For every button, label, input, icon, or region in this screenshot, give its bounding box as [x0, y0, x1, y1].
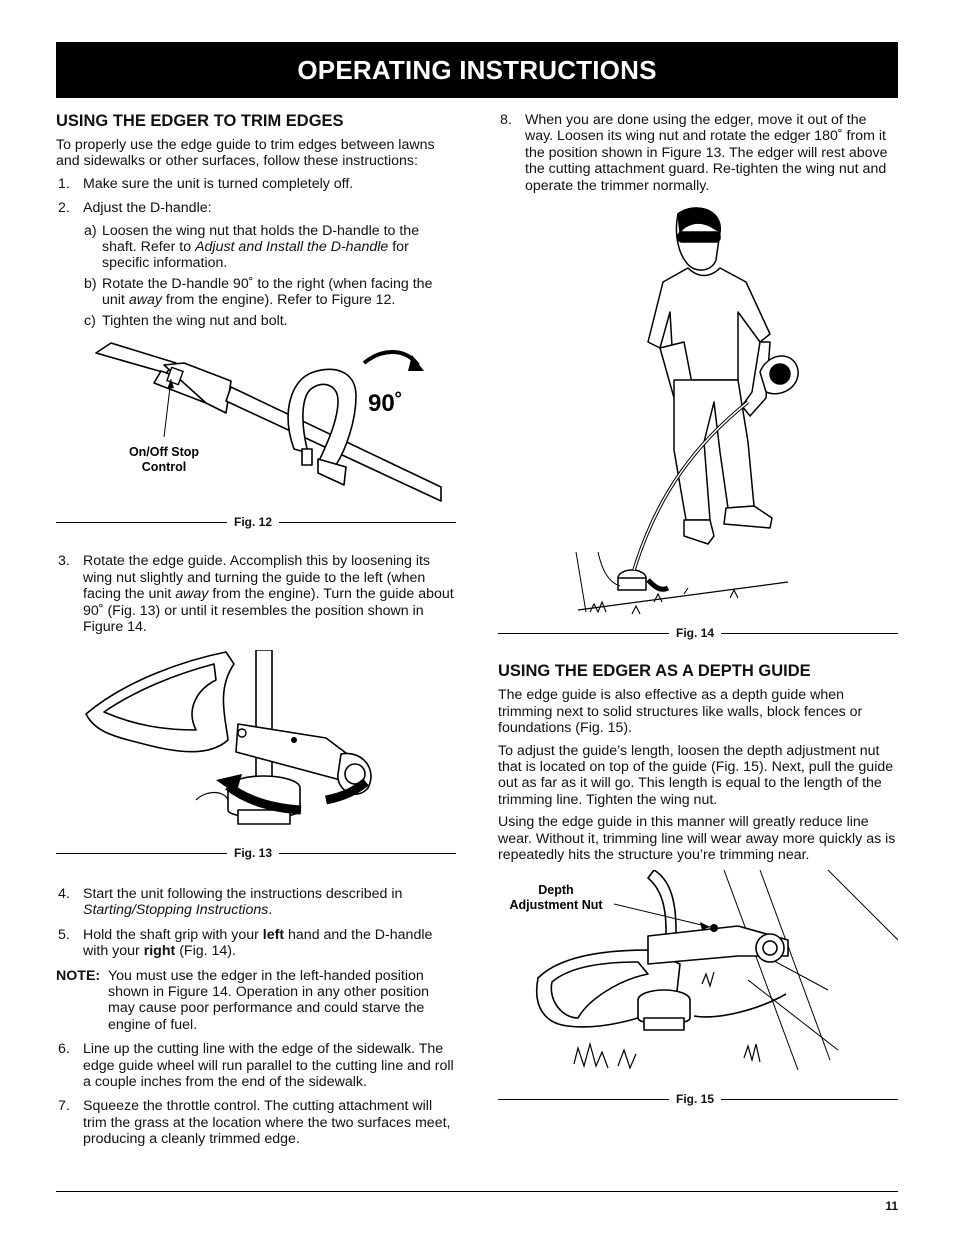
- section-heading-trim-edges: USING THE EDGER TO TRIM EDGES: [56, 112, 344, 130]
- callout-label-line2: Adjustment Nut: [509, 897, 603, 912]
- step-1: 1. Make sure the unit is turned completely off.: [58, 175, 354, 192]
- figure-14: [498, 202, 898, 640]
- page-title: OPERATING INSTRUCTIONS: [56, 42, 898, 98]
- step-5: 5. Hold the shaft grip with your left hand and the D-handle with your right (Fig. 14).: [58, 926, 433, 960]
- figure-caption: Fig. 12: [227, 515, 279, 529]
- step-2a: a) Loosen the wing nut that holds the D-handle to the shaft. Refer to Adjust and Install the D-handle for specific information.: [84, 222, 420, 272]
- depth-guide-illustration: [498, 870, 898, 1086]
- step-7: 7. Squeeze the throttle control. The cutting attachment will trim the grass at the location where the two surfaces meet, producing a cleanly trimmed edge.: [58, 1098, 451, 1148]
- right-column: [498, 112, 898, 1106]
- figure-caption: Fig. 13: [227, 846, 279, 860]
- figure-13-caption-row: [56, 846, 456, 860]
- step-2: 2. Adjust the D-handle:: [58, 200, 212, 217]
- note-block: NOTE: You must use the edger in the left-handed position shown in Figure 14. Operation in any other position may cause poor performance and could starve the engine of fuel.: [56, 967, 429, 1033]
- depth-guide-paragraph-2: To adjust the guide’s length, loosen the depth adjustment nut that is located on top of the guide (Fig. 15). Next, pull the guide out as far as it will go. This length is equal to the length of the trimming line. Tighten the wing nut.: [498, 742, 894, 808]
- depth-guide-paragraph-1: The edge guide is also effective as a depth guide when trimming next to solid structures like walls, block fences or foundations (Fig. 15).: [498, 687, 863, 737]
- callout-label-line1: Depth: [538, 882, 574, 897]
- footer-rule: [56, 1191, 898, 1192]
- figure-15: [498, 870, 898, 1106]
- figure-14-caption-row: [498, 626, 898, 640]
- depth-guide-paragraph-3: Using the edge guide in this manner will greatly reduce line wear. Without it, trimming line will wear away more quickly as is repeatedly hits the structure you’re trimming near.: [498, 814, 896, 864]
- edge-guide-illustration: [56, 650, 456, 840]
- callout-label-line1: On/Off Stop: [128, 445, 200, 460]
- intro-paragraph: To properly use the edge guide to trim edges between lawns and sidewalks or other surfaces, follow these instructions:: [56, 137, 435, 170]
- section-heading-depth-guide: USING THE EDGER AS A DEPTH GUIDE: [498, 662, 811, 681]
- figure-caption: Fig. 15: [669, 1092, 721, 1106]
- callout-label-line2: Control: [141, 460, 187, 475]
- d-handle-illustration: [56, 341, 456, 509]
- step-6: 6. Line up the cutting line with the edge of the sidewalk. The edge guide wheel will run parallel to the cutting line and roll a couple inches from the end of the sidewalk.: [58, 1041, 454, 1090]
- step-4: 4. Start the unit following the instructions described in Starting/Stopping Instructions.: [58, 885, 403, 919]
- figure-12-caption-row: [56, 515, 456, 529]
- figure-caption: Fig. 14: [669, 626, 721, 640]
- figure-13: [56, 650, 456, 860]
- angle-label: 90˚: [368, 390, 403, 418]
- step-8: 8. When you are done using the edger, move it out of the way. Loosen its wing nut and rotate the edger 180˚ from it the position shown in Figure 13. The edger will rest above the cutting attachment guard. Re-tighten the wing nut and operate the trimmer normally.: [500, 112, 888, 194]
- page-number: 11: [885, 1199, 898, 1213]
- figure-12: [56, 341, 456, 529]
- step-3: 3. Rotate the edge guide. Accomplish this by loosening its wing nut slightly and turning the guide to the left (when facing the unit away from the engine). Turn the guide about 90˚ (Fig. 13) or until it resembles the position shown in Figure 14.: [58, 553, 454, 636]
- step-2c: c) Tighten the wing nut and bolt.: [84, 312, 288, 329]
- step-2b: b) Rotate the D-handle 90˚ to the right (when facing the unit away from the engine). Refer to Figure 12.: [84, 275, 433, 309]
- left-column: [56, 112, 456, 1156]
- figure-15-caption-row: [498, 1092, 898, 1106]
- operator-illustration: [498, 202, 898, 620]
